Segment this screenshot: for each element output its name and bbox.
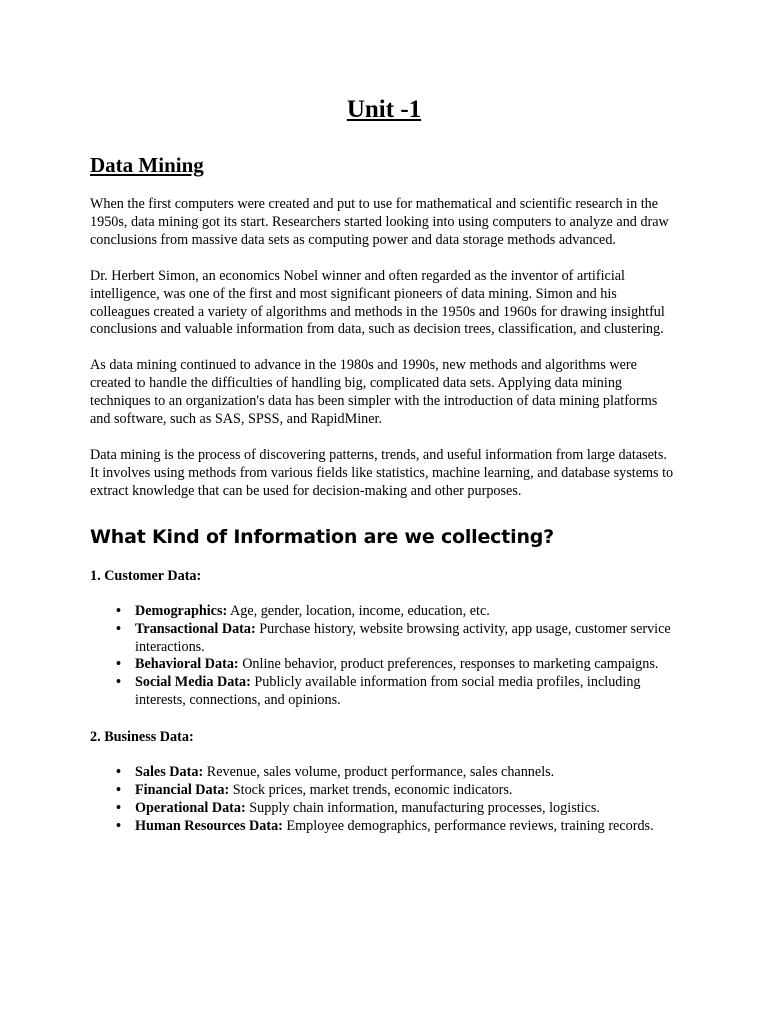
document-page — [90, 92, 678, 854]
bullet-icon: • — [116, 764, 121, 781]
list-item-term: Operational Data: — [135, 799, 246, 816]
paragraph-herbert-simon: Dr. Herbert Simon, an economics Nobel winner and often regarded as the inventor of artificial intelligence, was one of the first and most significant pioneers of data mining. Simon and his colleagues created a variety of algorithms and methods in the 1950s and 1960s for drawing insightful conclusions and valuable information from data, such as decision trees, classification, and clustering. — [90, 267, 665, 338]
list-item-term: Sales Data: — [135, 764, 204, 781]
customer-data-list — [90, 603, 678, 710]
business-data-list — [90, 764, 678, 836]
list-item-text: Age, gender, location, income, education, etc. — [227, 602, 490, 619]
list-item-term: Human Resources Data: — [135, 817, 283, 834]
section-title-data-mining: Data Mining — [90, 153, 204, 177]
list-item — [116, 799, 678, 818]
list-item — [116, 674, 678, 710]
info-heading: What Kind of Information are we collecting? — [90, 525, 554, 548]
bullet-icon: • — [116, 656, 121, 673]
list-item-text: Supply chain information, manufacturing processes, logistics. — [245, 799, 600, 816]
bullet-icon: • — [116, 799, 121, 816]
bullet-icon: • — [116, 817, 121, 834]
list-item-text: Revenue, sales volume, product performance, sales channels. — [203, 764, 555, 781]
list-item-text: Employee demographics, performance reviews, training records. — [282, 817, 654, 834]
list-item-term: Transactional Data: — [135, 620, 256, 637]
list-item — [116, 656, 678, 674]
list-item-text: Purchase history, website browsing activity, app usage, customer service interactions. — [135, 620, 671, 655]
list-item-term: Social Media Data: — [135, 674, 251, 691]
bullet-icon: • — [116, 620, 121, 637]
list-item — [116, 620, 678, 657]
list-item-term: Behavioral Data: — [135, 656, 239, 673]
list-item — [116, 782, 678, 800]
bullet-icon: • — [116, 602, 121, 619]
list-item-text: Online behavior, product preferences, responses to marketing campaigns. — [238, 656, 659, 673]
list-item-text: Publicly available information from social media profiles, including interests, connections, and opinions. — [135, 674, 641, 709]
list-item — [116, 817, 678, 836]
unit-title: Unit -1 — [346, 96, 422, 123]
list-item — [116, 602, 678, 621]
list-item-term: Financial Data: — [135, 782, 230, 799]
paragraph-advancement: As data mining continued to advance in the 1980s and 1990s, new methods and algorithms were created to handle the difficulties of handling big, complicated data sets. Applying data mining techniques to an organization's data has been simpler with the introduction of data mining platforms and software, such as SAS, SPSS, and RapidMiner. — [90, 357, 658, 428]
list-item — [116, 764, 678, 782]
business-data-heading: 2. Business Data: — [90, 729, 194, 746]
bullet-icon: • — [116, 674, 121, 691]
paragraph-definition: Data mining is the process of discovering patterns, trends, and useful information from large datasets. It involves using methods from various fields like statistics, machine learning, and database systems to extract knowledge that can be used for decision-making and other purposes. — [90, 446, 674, 499]
list-item-term: Demographics: — [135, 602, 228, 619]
list-item-text: Stock prices, market trends, economic indicators. — [229, 782, 513, 799]
paragraph-history: When the first computers were created and put to use for mathematical and scientific research in the 1950s, data mining got its start. Researchers started looking into using computers to analyze and draw conclusions from massive data sets as computing power and data storage methods advanced. — [90, 196, 669, 248]
customer-data-heading: 1. Customer Data: — [90, 567, 202, 584]
bullet-icon: • — [116, 782, 121, 799]
